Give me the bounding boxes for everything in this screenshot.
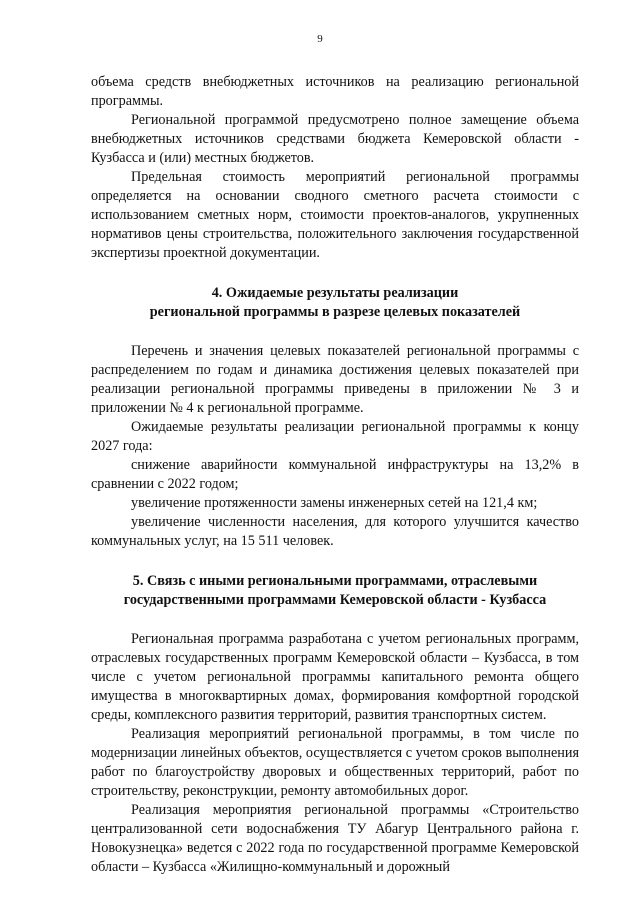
section-5-paragraph: Реализация мероприятий региональной программы, в том числе по модернизации линейных объектов, осуществляется с учетом сроков выполнения работ по благоустройству дворовых и общественных территорий, работ по строительству, реконструкции, ремонту автомобильных дорог.: [91, 726, 579, 799]
section-4-list-item: снижение аварийности коммунальной инфраструктуры на 13,2% в сравнении с 2022 годом;: [91, 457, 579, 492]
section-4-paragraph: Ожидаемые результаты реализации региональной программы к концу 2027 года:: [91, 419, 579, 454]
section-4-list-item: увеличение численности населения, для которого улучшится качество коммунальных услуг, на 15 511 человек.: [91, 514, 579, 549]
page-content: [91, 73, 579, 877]
section-5-heading: [91, 572, 579, 610]
section-5-heading-line1: 5. Связь с иными региональными программами, отраслевыми: [132, 573, 538, 589]
section-4-list-item: увеличение протяженности замены инженерных сетей на 121,4 км;: [131, 495, 538, 511]
section-5-paragraph: Региональная программа разработана с учетом региональных программ, отраслевых государственных программ Кемеровской области – Кузбасса, в том числе с учетом региональной программы капитального ремонта общего имущества в многоквартирных домах, формирования комфортной городской среды, комплексного развития территорий, развития транспортных систем.: [91, 631, 579, 723]
intro-paragraph: объема средств внебюджетных источников на реализацию региональной программы.: [91, 74, 579, 109]
section-4-heading-line1: 4. Ожидаемые результаты реализации: [211, 285, 459, 301]
intro-paragraph: Предельная стоимость мероприятий региональной программы определяется на основании сводного сметного расчета стоимости с использованием сметных норм, стоимости проектов-аналогов, укрупненных нормативов цены строительства, положительного заключения государственной экспертизы проектной документации.: [91, 169, 579, 261]
section-5-heading-line2: государственными программами Кемеровской области - Кузбасса: [123, 592, 547, 608]
intro-paragraph: Региональной программой предусмотрено полное замещение объема внебюджетных источников средствами бюджета Кемеровской области - Кузбасса и (или) местных бюджетов.: [91, 112, 579, 166]
section-4-heading-line2: региональной программы в разрезе целевых показателей: [149, 304, 521, 320]
page-number: 9: [317, 33, 323, 45]
section-4-heading: [91, 284, 579, 322]
section-4-paragraph: Перечень и значения целевых показателей региональной программы с распределением по годам и динамика достижения целевых показателей при реализации региональной программы приведены в приложении № 3 и приложении № 4 к региональной программе.: [91, 343, 579, 416]
section-5-paragraph: Реализация мероприятия региональной программы «Строительство централизованной сети водоснабжения ТУ Абагур Центрального района г. Новокузнецка» ведется с 2022 года по государственной программе Кемеровской области – Кузбасса «Жилищно-коммунальный и дорожный: [91, 802, 579, 875]
